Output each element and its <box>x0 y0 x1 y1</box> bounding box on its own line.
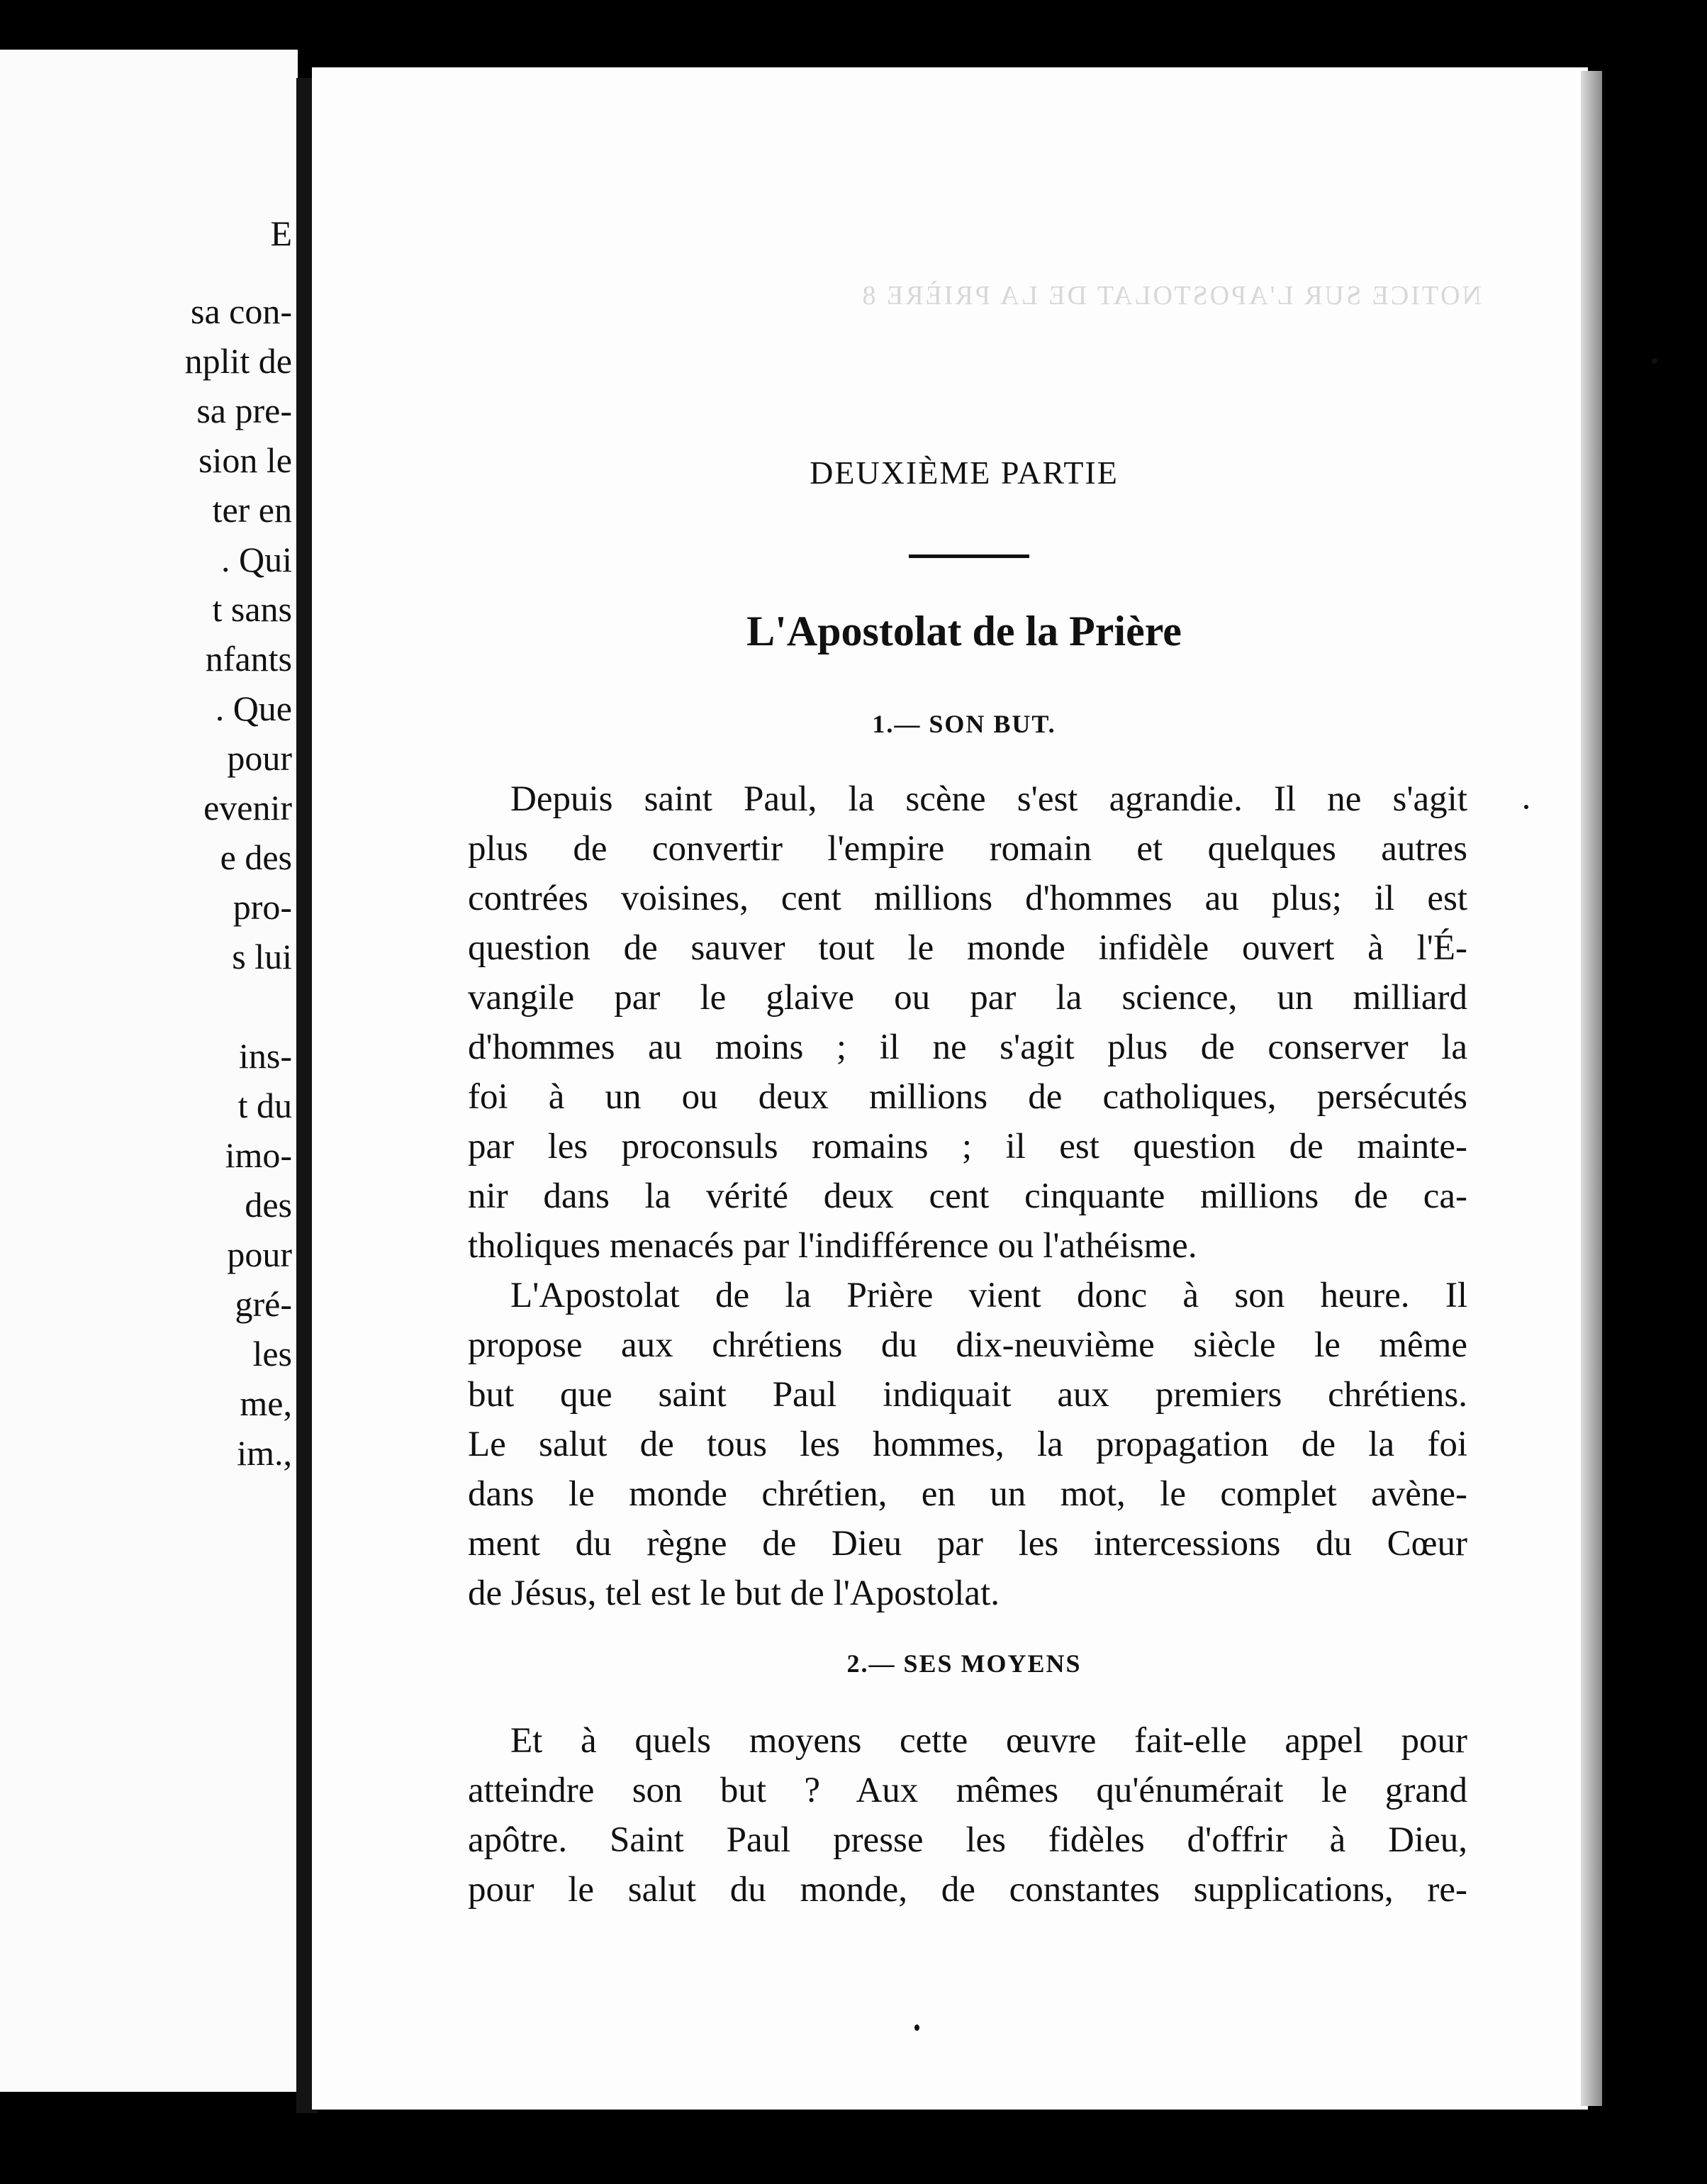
previous-page-line: sa pre- <box>196 391 292 430</box>
previous-page-line: nfants <box>205 639 292 679</box>
part-heading: DEUXIÈME PARTIE <box>810 455 1119 491</box>
text-line: de Jésus, tel est le but de l'Apostolat. <box>468 1573 1000 1613</box>
scan-speck <box>914 2024 919 2031</box>
paragraph-3 <box>468 1716 1467 1915</box>
text-line: tholiques menacés par l'indifférence ou l'athéisme. <box>468 1226 1197 1266</box>
text-line: plus de convertir l'empire romain et quelques autres <box>468 829 1467 869</box>
text-line: pour le salut du monde, de constantes supplications, re- <box>468 1870 1467 1910</box>
previous-page-fragment <box>0 50 298 2092</box>
previous-page-line: imo- <box>225 1135 292 1175</box>
previous-page-line: sa con- <box>191 291 292 331</box>
section-heading-1: 1.— SON BUT. <box>872 710 1056 738</box>
text-line: Le salut de tous les hommes, la propagation de la foi <box>468 1425 1467 1464</box>
previous-page-line: ins- <box>239 1036 292 1076</box>
show-through-running-header: NOTICE SUR L'APOSTOLAT DE LA PRIÈRE 8 <box>860 281 1482 311</box>
scan-speck <box>1652 358 1657 364</box>
previous-page-line: sion le <box>198 440 292 480</box>
text-line: contrées voisines, cent millions d'hommes au plus; il est <box>468 879 1467 918</box>
previous-page-line: . Qui <box>221 540 292 579</box>
previous-page-line: pour <box>227 738 292 778</box>
text-line: Depuis saint Paul, la scène s'est agrandie. Il ne s'agit <box>510 779 1467 819</box>
previous-page-line: t du <box>237 1086 292 1125</box>
heading-rule <box>909 555 1029 558</box>
section-heading-2: 2.— SES MOYENS <box>846 1649 1082 1678</box>
scan-speck <box>1524 805 1528 809</box>
text-line: d'hommes au moins ; il ne s'agit plus de conserver la <box>468 1027 1467 1067</box>
previous-page-line: e des <box>220 837 292 877</box>
previous-page-line: im., <box>237 1433 292 1473</box>
previous-page-line: pro- <box>233 887 292 927</box>
text-line: nir dans la vérité deux cent cinquante millions de ca- <box>468 1176 1467 1216</box>
previous-page-line: les <box>252 1334 292 1374</box>
text-line: but que saint Paul indiquait aux premiers chrétiens. <box>468 1375 1467 1415</box>
text-line: Et à quels moyens cette œuvre fait-elle appel pour <box>510 1721 1467 1761</box>
previous-page-line: . Que <box>215 689 292 728</box>
page-edge-shadow <box>1581 71 1602 2106</box>
paragraph-1 <box>468 774 1467 1271</box>
text-line: dans le monde chrétien, en un mot, le complet avène- <box>468 1474 1467 1514</box>
text-line: vangile par le glaive ou par la science, un milliard <box>468 978 1467 1018</box>
chapter-title: L'Apostolat de la Prière <box>746 608 1182 654</box>
previous-page-line: E <box>270 213 292 253</box>
text-line: atteindre son but ? Aux mêmes qu'énumérait le grand <box>468 1771 1467 1810</box>
text-line: L'Apostolat de la Prière vient donc à son heure. Il <box>510 1276 1467 1315</box>
previous-page-line: ter en <box>212 490 292 530</box>
previous-page-line: des <box>245 1185 292 1225</box>
previous-page-line: nplit de <box>184 341 292 381</box>
previous-page-line: pour <box>227 1235 292 1274</box>
previous-page-line: t sans <box>212 589 292 629</box>
previous-page-line: s lui <box>232 937 292 976</box>
paragraph-2 <box>468 1271 1467 1618</box>
text-line: question de sauver tout le monde infidèle ouvert à l'É- <box>468 928 1467 968</box>
text-line: propose aux chrétiens du dix-neuvième siècle le même <box>468 1325 1467 1365</box>
text-line: ment du règne de Dieu par les intercessions du Cœur <box>468 1524 1467 1564</box>
text-line: foi à un ou deux millions de catholiques, persécutés <box>468 1077 1467 1117</box>
previous-page-line: me, <box>240 1383 292 1423</box>
previous-page-line: gré- <box>235 1284 292 1324</box>
text-line: par les proconsuls romains ; il est question de mainte- <box>468 1127 1467 1166</box>
previous-page-line: evenir <box>203 788 292 828</box>
text-line: apôtre. Saint Paul presse les fidèles d'offrir à Dieu, <box>468 1820 1467 1860</box>
